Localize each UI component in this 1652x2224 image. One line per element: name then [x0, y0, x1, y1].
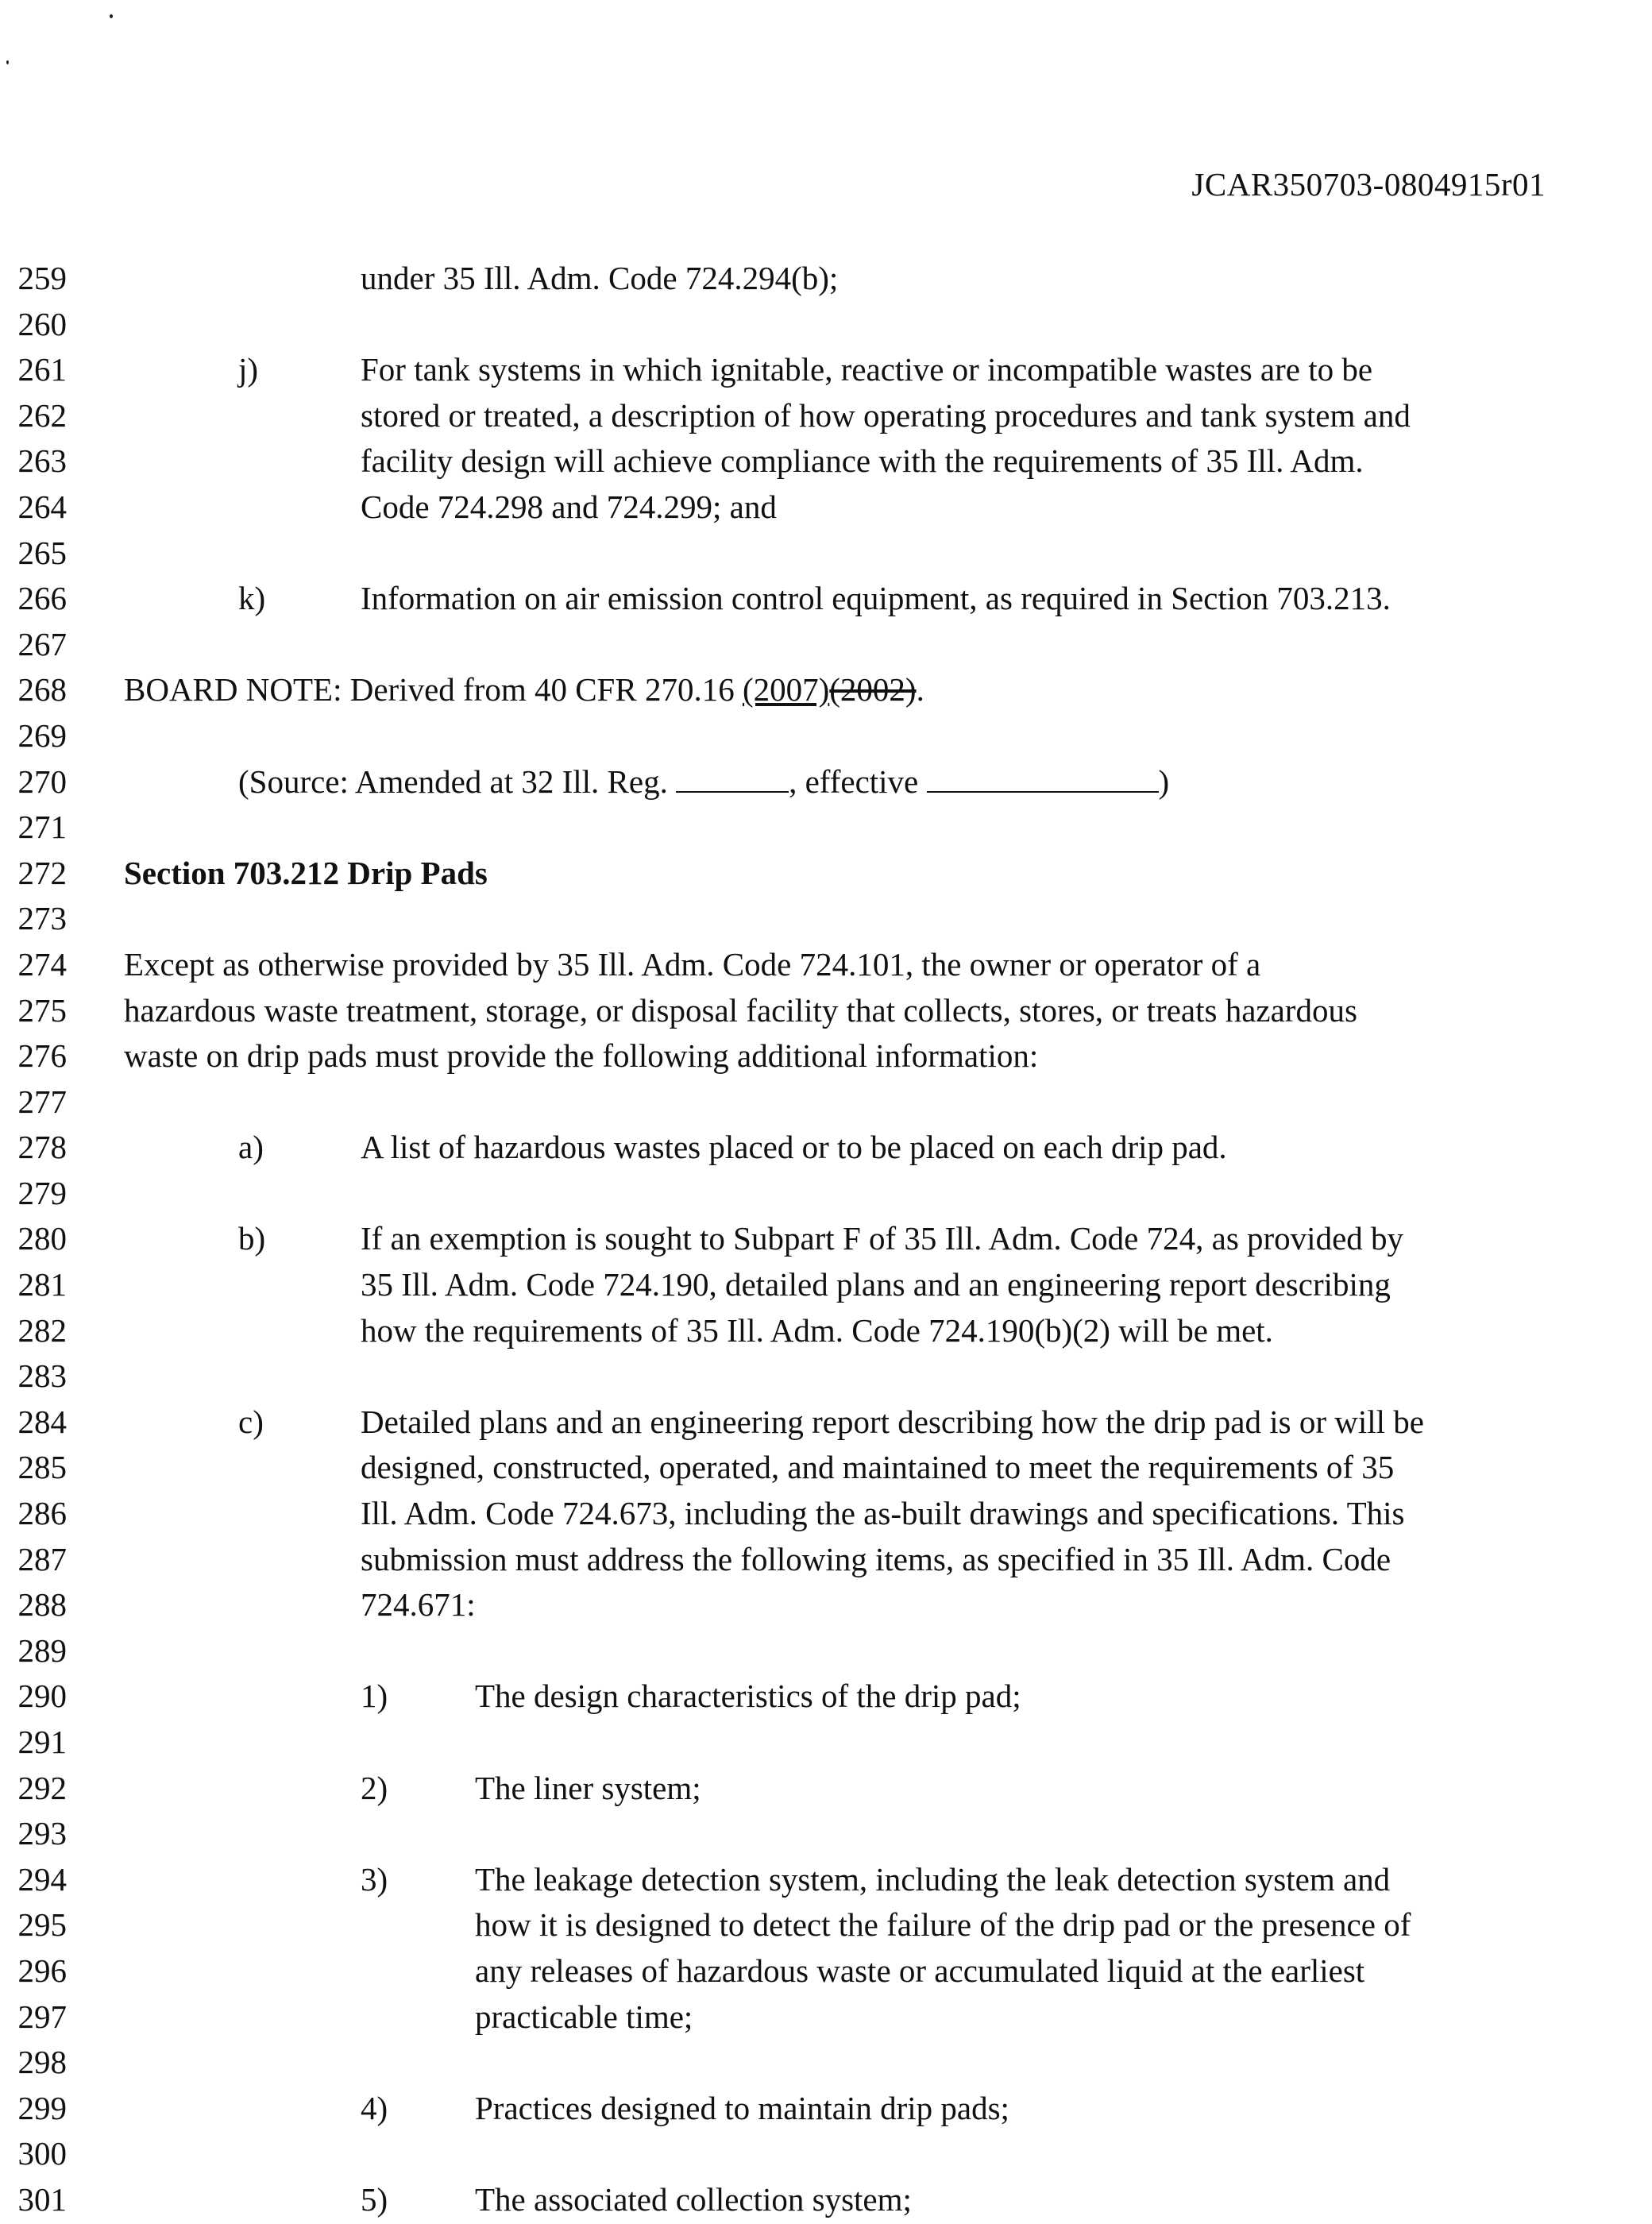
line-number: 283	[17, 1357, 67, 1395]
text-run: Except as otherwise provided by 35 Ill. Adm. Code 724.101, the owner or operator of a	[124, 945, 1261, 983]
text-line	[0, 1582, 1652, 1628]
body-text	[361, 1582, 476, 1628]
text-line	[0, 302, 1652, 348]
text-run: , effective	[789, 763, 927, 800]
text-run: submission must address the following items, as specified in 35 Ill. Adm. Code	[361, 1540, 1391, 1577]
line-number: 270	[17, 763, 67, 800]
line-number: 260	[17, 305, 67, 342]
line-number: 266	[17, 580, 67, 617]
text-run: how it is designed to detect the failure of the drip pad or the presence of	[475, 1906, 1411, 1944]
text-run: Code 724.298 and 724.299; and	[361, 488, 777, 525]
text-line	[0, 1445, 1652, 1491]
line-number: 268	[17, 671, 67, 709]
line-number: 285	[17, 1449, 67, 1486]
line-number: 294	[17, 1860, 67, 1898]
text-line	[0, 256, 1652, 302]
body-text	[475, 2086, 1009, 2132]
text-run: The leakage detection system, including the leak detection system and	[475, 1860, 1391, 1898]
body-text	[361, 485, 777, 531]
text-run: practicable time;	[475, 1998, 693, 2035]
text-line	[0, 622, 1652, 668]
body-text	[361, 1491, 1404, 1537]
line-number: 297	[17, 1998, 67, 2035]
text-line	[0, 759, 1652, 805]
text-line	[0, 347, 1652, 393]
text-line	[0, 1216, 1652, 1262]
deleted-text: (2002)	[829, 671, 917, 709]
item-label: a)	[238, 1129, 264, 1166]
text-line	[0, 2131, 1652, 2177]
text-run: designed, constructed, operated, and maintained to meet the requirements of 35	[361, 1449, 1395, 1486]
line-number: 276	[17, 1037, 67, 1075]
body-text	[361, 576, 1391, 622]
text-line	[0, 485, 1652, 531]
line-number: 281	[17, 1266, 67, 1303]
body-text	[475, 1857, 1390, 1903]
text-run: If an exemption is sought to Subpart F of 35 Ill. Adm. Code 724, as provided by	[361, 1220, 1404, 1257]
text-run: hazardous waste treatment, storage, or disposal facility that collects, stores, or treats hazardous	[124, 991, 1357, 1029]
item-label: c)	[238, 1403, 264, 1440]
text-run: For tank systems in which ignitable, reactive or incompatible wastes are to be	[361, 351, 1373, 388]
body-text	[361, 1125, 1227, 1171]
line-number: 259	[17, 260, 67, 296]
text-line	[0, 1491, 1652, 1537]
line-number: 273	[17, 900, 67, 937]
text-run: Section 703.212 Drip Pads	[124, 854, 488, 891]
line-number: 271	[17, 809, 67, 846]
text-line	[0, 1948, 1652, 1994]
line-number: 291	[17, 1724, 67, 1760]
body-text	[361, 1216, 1403, 1262]
text-line	[0, 576, 1652, 622]
text-line	[0, 531, 1652, 577]
line-number: 299	[17, 2089, 67, 2126]
text-line	[0, 1537, 1652, 1583]
item-label: 1)	[361, 1678, 388, 1715]
item-label: 3)	[361, 1860, 388, 1898]
text-run: BOARD NOTE: Derived from 40 CFR 270.16	[124, 671, 743, 709]
text-run: Detailed plans and an engineering report describing how the drip pad is or will be	[361, 1403, 1424, 1440]
line-number: 300	[17, 2135, 67, 2172]
text-run: how the requirements of 35 Ill. Adm. Code 724.190(b)(2) will be met.	[361, 1311, 1273, 1349]
line-number: 261	[17, 351, 67, 388]
body-text	[361, 1262, 1391, 1308]
body-text	[475, 1948, 1364, 1994]
line-number: 279	[17, 1174, 67, 1211]
line-number: 269	[17, 716, 67, 754]
scan-speck	[110, 14, 113, 18]
text-line	[0, 1262, 1652, 1308]
line-number: 293	[17, 1815, 67, 1852]
text-line	[0, 438, 1652, 485]
body-text	[475, 1902, 1411, 1948]
item-label: b)	[238, 1220, 266, 1257]
text-line	[0, 805, 1652, 851]
text-run: waste on drip pads must provide the following additional information:	[124, 1037, 1039, 1075]
line-number: 282	[17, 1311, 67, 1349]
line-number: 277	[17, 1083, 67, 1120]
scan-speck	[6, 60, 9, 64]
line-number: 292	[17, 1769, 67, 1806]
text-run: The liner system;	[475, 1769, 701, 1806]
inserted-text: (2007)	[742, 671, 830, 709]
text-line	[0, 1353, 1652, 1400]
line-number: 298	[17, 2044, 67, 2081]
text-line	[0, 1308, 1652, 1354]
text-line	[0, 713, 1652, 759]
text-line	[0, 2040, 1652, 2086]
text-line	[0, 1720, 1652, 1766]
source-note	[238, 759, 1169, 805]
text-line	[0, 896, 1652, 942]
text-line	[0, 851, 1652, 897]
item-label: 4)	[361, 2089, 388, 2126]
line-number: 288	[17, 1586, 67, 1624]
register-page-blank	[676, 763, 789, 793]
text-run: )	[1158, 763, 1170, 800]
line-number: 274	[17, 945, 67, 983]
text-line	[0, 1902, 1652, 1948]
body-text	[124, 1033, 1038, 1079]
line-number: 267	[17, 625, 67, 662]
line-number: 289	[17, 1631, 67, 1669]
text-line	[0, 988, 1652, 1034]
body-text	[475, 1994, 693, 2041]
body-text	[124, 988, 1357, 1034]
body-text	[475, 1674, 1021, 1720]
text-line	[0, 1674, 1652, 1720]
text-line	[0, 1628, 1652, 1674]
body-text	[361, 347, 1372, 393]
text-line	[0, 1766, 1652, 1812]
line-number: 301	[17, 2180, 67, 2218]
numbered-text-body	[0, 256, 1652, 2223]
text-line	[0, 942, 1652, 988]
text-run: under 35 Ill. Adm. Code 724.294(b);	[361, 260, 839, 296]
text-run: stored or treated, a description of how operating procedures and tank system and	[361, 396, 1411, 434]
text-run: facility design will achieve compliance with the requirements of 35 Ill. Adm.	[361, 442, 1364, 480]
text-line	[0, 393, 1652, 439]
text-run: Information on air emission control equipment, as required in Section 703.213.	[361, 580, 1391, 617]
item-label: j)	[238, 351, 259, 388]
line-number: 286	[17, 1495, 67, 1532]
line-number: 290	[17, 1678, 67, 1715]
body-text	[361, 438, 1364, 485]
text-line	[0, 1811, 1652, 1857]
line-number: 263	[17, 442, 67, 480]
line-number: 280	[17, 1220, 67, 1257]
text-line	[0, 1125, 1652, 1171]
body-text	[475, 2177, 912, 2223]
text-run: A list of hazardous wastes placed or to be placed on each drip pad.	[361, 1129, 1227, 1166]
text-line	[0, 2177, 1652, 2223]
item-label: 5)	[361, 2180, 388, 2218]
line-number: 262	[17, 396, 67, 434]
text-line	[0, 1171, 1652, 1217]
text-line	[0, 1079, 1652, 1126]
item-label: 2)	[361, 1769, 388, 1806]
section-heading	[124, 851, 488, 897]
text-run: The design characteristics of the drip pad;	[475, 1678, 1021, 1715]
line-number: 287	[17, 1540, 67, 1577]
text-run: The associated collection system;	[475, 2180, 912, 2218]
text-run: Practices designed to maintain drip pads;	[475, 2089, 1009, 2126]
document-id: JCAR350703-0804915r01	[1191, 166, 1546, 203]
line-number: 264	[17, 488, 67, 525]
body-text	[361, 393, 1411, 439]
body-text	[475, 1766, 701, 1812]
text-line	[0, 667, 1652, 713]
item-label: k)	[238, 580, 266, 617]
line-number: 265	[17, 534, 67, 571]
line-number: 296	[17, 1952, 67, 1989]
body-text	[361, 1400, 1424, 1446]
line-number: 275	[17, 991, 67, 1029]
text-line	[0, 1857, 1652, 1903]
line-number: 278	[17, 1129, 67, 1166]
text-line	[0, 1033, 1652, 1079]
text-run: any releases of hazardous waste or accumulated liquid at the earliest	[475, 1952, 1365, 1989]
body-text	[361, 1308, 1273, 1354]
body-text	[361, 1537, 1391, 1583]
text-line	[0, 2086, 1652, 2132]
effective-date-blank	[927, 763, 1159, 793]
body-text	[361, 1445, 1394, 1491]
text-run: 35 Ill. Adm. Code 724.190, detailed plans and an engineering report describing	[361, 1266, 1391, 1303]
line-number: 272	[17, 854, 67, 891]
text-run: Ill. Adm. Code 724.673, including the as-built drawings and specifications. This	[361, 1495, 1405, 1532]
text-run: 724.671:	[361, 1586, 476, 1624]
body-text	[124, 667, 924, 713]
line-number: 295	[17, 1906, 67, 1944]
body-text	[361, 256, 838, 302]
text-line	[0, 1400, 1652, 1446]
text-run: (Source: Amended at 32 Ill. Reg.	[238, 763, 677, 800]
line-number: 284	[17, 1403, 67, 1440]
text-line	[0, 1994, 1652, 2041]
body-text	[124, 942, 1260, 988]
text-run: .	[916, 671, 924, 709]
